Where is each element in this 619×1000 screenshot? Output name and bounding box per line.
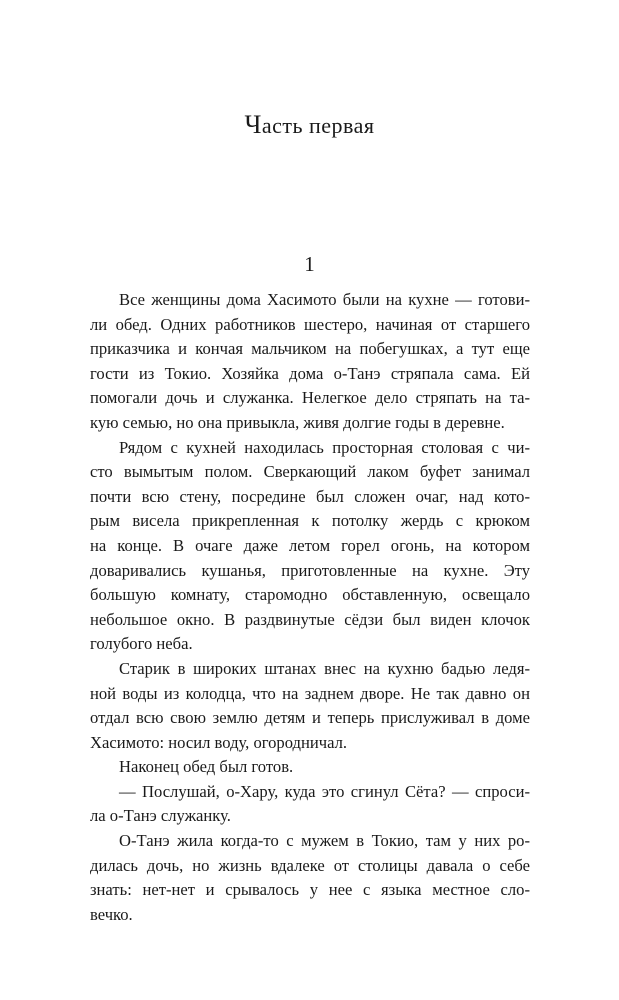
text-line: О-Танэ жила когда-то с мужем в Токио, там у них ро- (119, 831, 530, 851)
part-title-rest: асть первая (261, 113, 375, 138)
paragraph-container (90, 288, 530, 927)
text-line: дилась дочь, но жизнь вдалеке от столицы давала о себе (90, 855, 530, 875)
text-line: отдал всю свою землю детям и теперь прислуживал в доме (90, 708, 530, 728)
text-line: Старик в широких штанах внес на кухню бадью ледя- (119, 658, 530, 678)
text-line: доваривались кушанья, приготовленные на кухне. Эту (90, 560, 530, 580)
text-line: Наконец обед был готов. (119, 757, 294, 777)
chapter-body (90, 288, 530, 927)
text-line: почти всю стену, посредине был сложен очаг, над кото- (90, 486, 530, 506)
text-line: приказчика и кончая мальчиком на побегушках, а тут еще (90, 339, 530, 359)
text-line: голубого неба. (90, 634, 193, 654)
text-line: сто вымытым полом. Сверкающий лаком буфет занимал (90, 462, 530, 482)
text-line: Все женщины дома Хасимото были на кухне — готови- (119, 290, 530, 309)
text-line: вечко. (90, 904, 133, 924)
text-line: небольшое окно. В раздвинутые сёдзи был виден клочок (90, 609, 530, 629)
text-line: помогали дочь и служанка. Нелегкое дело стряпать на та- (90, 388, 530, 408)
text-line: знать: нет-нет и срывалось у нее с языка местное сло- (90, 880, 530, 900)
text-line: — Послушай, о-Хару, куда это сгинул Сёта? — спроси- (119, 781, 530, 801)
text-line: на конце. В очаге даже летом горел огонь, на котором (90, 535, 530, 555)
text-line: ли обед. Одних работников шестеро, начиная от старшего (90, 314, 530, 334)
text-line: ла о-Танэ служанку. (90, 806, 231, 826)
chapter-number: 1 (304, 252, 315, 276)
text-line: Хасимото: носил воду, огородничал. (90, 732, 348, 752)
text-line: кую семью, но она привыкла, живя долгие годы в деревне. (90, 412, 505, 432)
text-line: Рядом с кухней находилась просторная столовая с чи- (119, 437, 530, 457)
text-line: рым висела прикрепленная к потолку жердь с крюком (90, 511, 530, 531)
text-line: гости из Токио. Хозяйка дома о-Танэ стряпала сама. Ей (90, 363, 530, 383)
text-line: ной воды из колодца, что на заднем дворе. Не так давно он (90, 683, 530, 703)
part-title (0, 110, 619, 140)
part-title-initial: Ч (244, 110, 262, 139)
text-line: большую комнату, старомодно обставленную, освещало (90, 585, 530, 605)
